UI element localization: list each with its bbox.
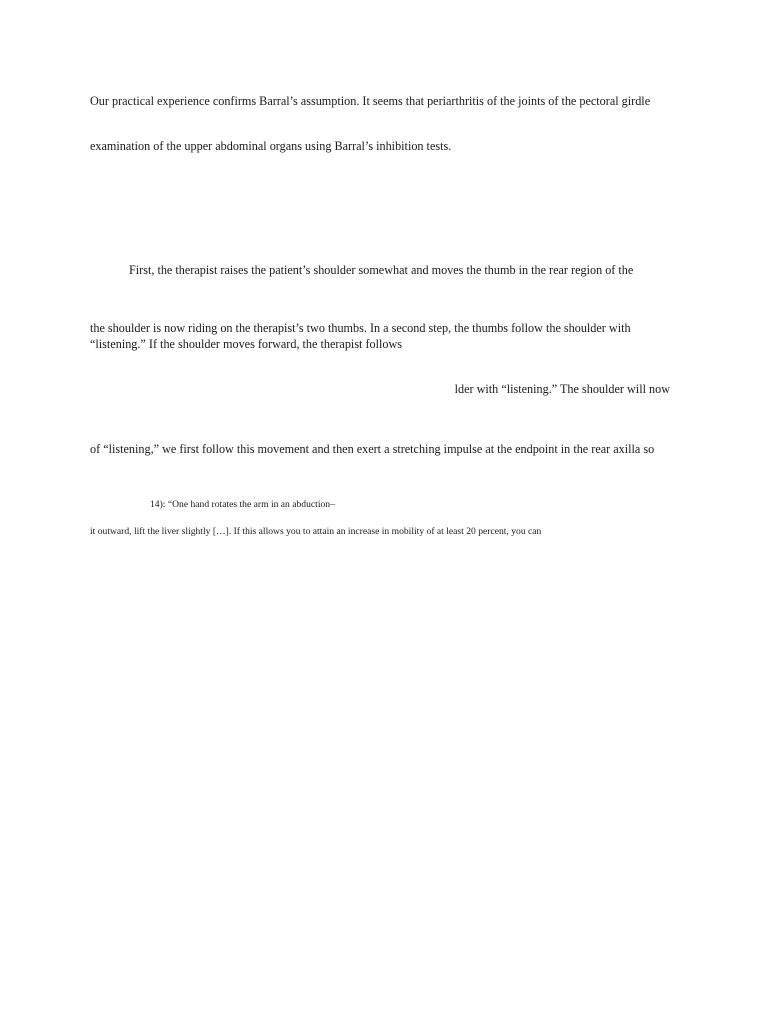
body-text-line: “listening.” If the shoulder moves forward, the therapist follows — [90, 337, 403, 351]
footnote-line: 14): “One hand rotates the arm in an abduction– — [150, 499, 335, 510]
paragraph-first-line: First, the therapist raises the patient’s shoulder somewhat and moves the thumb in the rear region of the — [129, 263, 634, 277]
body-text-line: Our practical experience confirms Barral’s assumption. It seems that periarthritis of the joints of the pectoral girdle — [90, 94, 651, 108]
footnote-line: it outward, lift the liver slightly […]. If this allows you to attain an increase in mobility of at least 20 percent, you can — [90, 526, 542, 537]
body-text-line: of “listening,” we first follow this movement and then exert a stretching impulse at the endpoint in the rear axilla so — [90, 442, 655, 456]
body-text-line: examination of the upper abdominal organs using Barral’s inhibition tests. — [90, 139, 452, 153]
body-text-line: the shoulder is now riding on the therapist’s two thumbs. In a second step, the thumbs follow the shoulder with — [90, 321, 631, 335]
body-text-fragment: lder with “listening.” The shoulder will now — [454, 382, 670, 396]
